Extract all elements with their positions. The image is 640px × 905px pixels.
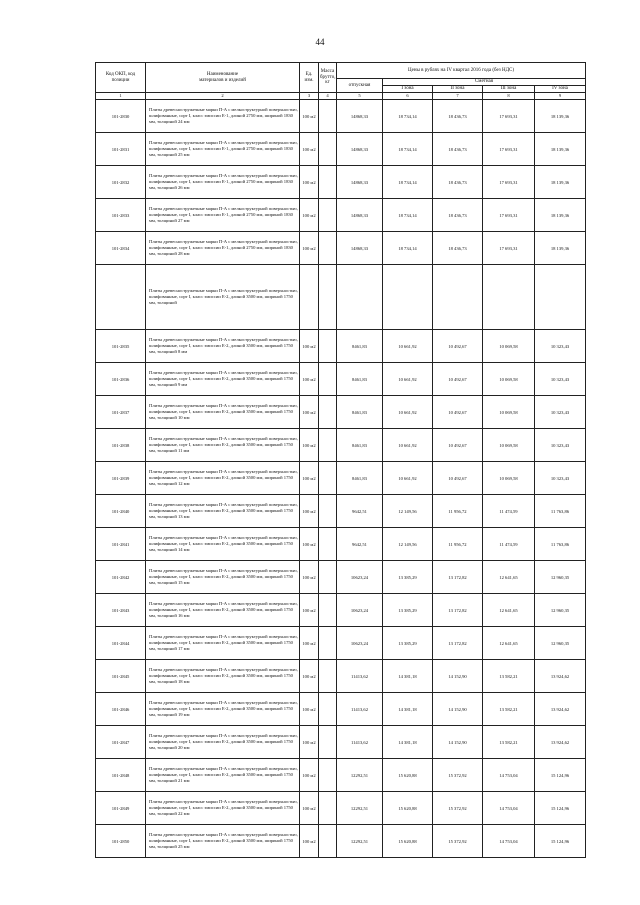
cell-zone-1-price: 10 661,92	[383, 462, 433, 495]
cell-zone-3-price: 17 693,31	[483, 100, 535, 133]
cell-unit: 100 м2	[300, 363, 319, 396]
cell-unit: 100 м2	[300, 792, 319, 825]
cell-code: 101-2850	[96, 825, 146, 858]
cell-base-price: 14868,33	[337, 100, 383, 133]
cell-zone-4-price: 10 323,43	[535, 396, 586, 429]
cell-name: Плиты древесностружечные марки П-А с мелкоструктурной поверхностью, шлифованные, сорт I, класс эмиссии Е-1, длиной 2750 мм, шириной 1830 мм, толщиной 24 мм	[146, 100, 300, 133]
cell-base-price: 8461,83	[337, 396, 383, 429]
cell-zone-3-price: 12 641,65	[483, 627, 535, 660]
cell-code: 101-2836	[96, 363, 146, 396]
cell-code: 101-2832	[96, 166, 146, 199]
cell-zone-3-price: 17 693,31	[483, 232, 535, 265]
cell-unit: 100 м2	[300, 594, 319, 627]
cell-base-price: 10623,24	[337, 594, 383, 627]
table-body	[96, 100, 586, 858]
cell-unit: 100 м2	[300, 825, 319, 858]
cell-zone-2-price: 10 492,67	[433, 429, 483, 462]
header-zone-1: I зона	[383, 86, 433, 93]
cell-zone-1-price: 12 149,56	[383, 528, 433, 561]
cell-zone-1-price: 10 661,92	[383, 429, 433, 462]
column-number: 6	[383, 93, 433, 100]
cell-zone-1-price: 10 661,92	[383, 363, 433, 396]
cell-name: Плиты древесностружечные марки П-А с мелкоструктурной поверхностью, шлифованные, сорт I, класс эмиссии Е-2, длиной 3500 мм, шириной 1750 мм, толщиной 21 мм	[146, 759, 300, 792]
cell-zone-1-price: 18 734,14	[383, 199, 433, 232]
cell-zone-2-price: 11 956,72	[433, 528, 483, 561]
cell-name: Плиты древесностружечные марки П-А с мелкоструктурной поверхностью, шлифованные, сорт I, класс эмиссии Е-2, длиной 3500 мм, шириной 1750 мм, толщиной 13 мм	[146, 495, 300, 528]
cell-zone-2-price: 14 152,90	[433, 693, 483, 726]
cell-name: Плиты древесностружечные марки П-А с мелкоструктурной поверхностью, шлифованные, сорт I, класс эмиссии Е-1, длиной 2750 мм, шириной 1830 мм, толщиной 25 мм	[146, 133, 300, 166]
cell-name: Плиты древесностружечные марки П-А с мелкоструктурной поверхностью, шлифованные, сорт I, класс эмиссии Е-2, длиной 3500 мм, шириной 1750 мм, толщиной 20 мм	[146, 726, 300, 759]
cell-name: Плиты древесностружечные марки П-А с мелкоструктурной поверхностью, шлифованные, сорт I, класс эмиссии Е-2, длиной 3500 мм, шириной 1750 мм, толщиной 25 мм	[146, 825, 300, 858]
header-mass: Масса брутто, кг	[319, 63, 337, 93]
cell-zone-2-price: 14 152,90	[433, 726, 483, 759]
cell-mass	[319, 759, 337, 792]
cell-zone-2-price: 15 372,92	[433, 825, 483, 858]
cell-code: 101-2837	[96, 396, 146, 429]
cell-unit: 100 м2	[300, 495, 319, 528]
cell-zone-1-price: 18 734,14	[383, 133, 433, 166]
cell-base-price: 14868,33	[337, 232, 383, 265]
column-number: 3	[300, 93, 319, 100]
cell-unit: 100 м2	[300, 133, 319, 166]
cell-zone-1-price: 15 620,88	[383, 825, 433, 858]
cell-zone-4-price: 15 124,96	[535, 792, 586, 825]
table-row	[96, 133, 586, 166]
cell-code: 101-2839	[96, 462, 146, 495]
table-row	[96, 462, 586, 495]
cell-name: Плиты древесностружечные марки П-А с мелкоструктурной поверхностью, шлифованные, сорт I, класс эмиссии Е-2, длиной 3500 мм, шириной 1750 мм, толщиной 10 мм	[146, 396, 300, 429]
cell-zone-4-price: 10 323,43	[535, 363, 586, 396]
header-code: Код ОКП, код позиции	[96, 63, 146, 93]
cell-zone-4-price: 12 960,35	[535, 627, 586, 660]
cell-unit: 100 м2	[300, 693, 319, 726]
cell-base-price: 8461,83	[337, 330, 383, 363]
cell-zone-3-price: 11 474,59	[483, 495, 535, 528]
cell-zone-2-price: 10 492,67	[433, 363, 483, 396]
table-row	[96, 759, 586, 792]
cell-name: Плиты древесностружечные марки П-А с мелкоструктурной поверхностью, шлифованные, сорт I, класс эмиссии Е-1, длиной 2750 мм, шириной 1830 мм, толщиной 28 мм	[146, 232, 300, 265]
cell-zone-4-price: 18 139,36	[535, 199, 586, 232]
cell-zone-3-price: 10 069,58	[483, 363, 535, 396]
cell-name: Плиты древесностружечные марки П-А с мелкоструктурной поверхностью, шлифованные, сорт I, класс эмиссии Е-2, длиной 3500 мм, шириной 1750 мм, толщиной 9 мм	[146, 363, 300, 396]
cell-base-price: 10623,24	[337, 561, 383, 594]
cell-base-price: 8461,83	[337, 462, 383, 495]
cell-zone-2-price: 10 492,67	[433, 396, 483, 429]
cell-code: 101-2834	[96, 232, 146, 265]
table-row	[96, 660, 586, 693]
cell-zone-1-price: 12 149,56	[383, 495, 433, 528]
cell-zone-2-price: 11 956,72	[433, 495, 483, 528]
cell-zone-4-price: 15 124,96	[535, 825, 586, 858]
cell-mass	[319, 363, 337, 396]
cell-base-price: 12292,51	[337, 759, 383, 792]
cell-zone-3-price: 13 582,21	[483, 726, 535, 759]
table-row	[96, 495, 586, 528]
cell-zone-4-price: 18 139,36	[535, 100, 586, 133]
cell-unit: 100 м2	[300, 660, 319, 693]
cell-zone-4-price: 10 323,43	[535, 330, 586, 363]
cell-zone-4-price: 18 139,36	[535, 133, 586, 166]
cell-mass	[319, 561, 337, 594]
cell-name: Плиты древесностружечные марки П-А с мелкоструктурной поверхностью, шлифованные, сорт I, класс эмиссии Е-1, длиной 2750 мм, шириной 1830 мм, толщиной 26 мм	[146, 166, 300, 199]
cell-code: 101-2830	[96, 100, 146, 133]
cell-unit: 100 м2	[300, 462, 319, 495]
table-row	[96, 627, 586, 660]
cell-zone-3-price: 12 641,65	[483, 594, 535, 627]
column-number: 5	[337, 93, 383, 100]
cell-code: 101-2840	[96, 495, 146, 528]
cell-base-price: 14868,33	[337, 133, 383, 166]
table-row	[96, 363, 586, 396]
cell-code: 101-2842	[96, 561, 146, 594]
cell-name: Плиты древесностружечные марки П-А с мелкоструктурной поверхностью, шлифованные, сорт I, класс эмиссии Е-1, длиной 2750 мм, шириной 1830 мм, толщиной 27 мм	[146, 199, 300, 232]
cell-code	[96, 265, 146, 330]
cell-zone-3-price: 12 641,65	[483, 561, 535, 594]
cell-zone-3-price: 10 069,58	[483, 462, 535, 495]
cell-unit: 100 м2	[300, 528, 319, 561]
cell-mass	[319, 462, 337, 495]
cell-code: 101-2833	[96, 199, 146, 232]
cell-zone-4-price: 13 924,62	[535, 693, 586, 726]
cell-name: Плиты древесностружечные марки П-А с мелкоструктурной поверхностью, шлифованные, сорт I, класс эмиссии Е-2, длиной 3500 мм, шириной 1750 мм, толщиной 8 мм	[146, 330, 300, 363]
cell-zone-4-price: 13 924,62	[535, 726, 586, 759]
header-estimate: Сметная	[383, 79, 586, 86]
cell-zone-3-price: 10 069,58	[483, 330, 535, 363]
cell-mass	[319, 792, 337, 825]
cell-code: 101-2841	[96, 528, 146, 561]
cell-name: Плиты древесностружечные марки П-А с мелкоструктурной поверхностью, шлифованные, сорт I, класс эмиссии Е-2, длиной 3500 мм, шириной 1750 мм, толщиной 19 мм	[146, 693, 300, 726]
column-number: 7	[433, 93, 483, 100]
cell-code: 101-2846	[96, 693, 146, 726]
cell-zone-2-price: 18 436,73	[433, 133, 483, 166]
cell-base-price: 9642,51	[337, 495, 383, 528]
cell-zone-4-price: 11 763,86	[535, 528, 586, 561]
cell-mass	[319, 396, 337, 429]
cell-base-price: 14868,33	[337, 166, 383, 199]
cell-zone-1-price: 14 381,18	[383, 726, 433, 759]
cell-base-price: 12292,51	[337, 792, 383, 825]
cell-name: Плиты древесностружечные марки П-А с мелкоструктурной поверхностью, шлифованные, сорт I, класс эмиссии Е-2, длиной 3500 мм, шириной 1750 мм, толщиной 14 мм	[146, 528, 300, 561]
cell-zone-3-price: 14 753,04	[483, 792, 535, 825]
cell-unit: 100 м2	[300, 726, 319, 759]
table-row	[96, 825, 586, 858]
cell-name: Плиты древесностружечные марки П-А с мелкоструктурной поверхностью, шлифованные, сорт I, класс эмиссии Е-2, длиной 3500 мм, шириной 1750 мм, толщиной 22 мм	[146, 792, 300, 825]
cell-zone-1-price: 18 734,14	[383, 166, 433, 199]
cell-code: 101-2845	[96, 660, 146, 693]
cell-name: Плиты древесностружечные марки П-А с мелкоструктурной поверхностью, шлифованные, сорт I, класс эмиссии Е-2, длиной 3500 мм, шириной 1750 мм, толщиной 16 мм	[146, 594, 300, 627]
cell-zone-3-price: 14 753,04	[483, 759, 535, 792]
cell-mass	[319, 232, 337, 265]
cell-zone-1-price: 18 734,14	[383, 100, 433, 133]
cell-zone-2-price	[433, 265, 483, 330]
column-number: 4	[319, 93, 337, 100]
cell-name: Плиты древесностружечные марки П-А с мелкоструктурной поверхностью, шлифованные, сорт I, класс эмиссии Е-2, длиной 3500 мм, шириной 1750 мм, толщиной 18 мм	[146, 660, 300, 693]
cell-name: Плиты древесностружечные марки П-А с мелкоструктурной поверхностью, шлифованные, сорт I, класс эмиссии Е-2, длиной 3500 мм, шириной 1750 мм, толщиной 15 мм	[146, 561, 300, 594]
cell-mass	[319, 330, 337, 363]
cell-mass	[319, 166, 337, 199]
cell-zone-1-price: 14 381,18	[383, 693, 433, 726]
cell-mass	[319, 825, 337, 858]
cell-zone-3-price: 13 582,21	[483, 693, 535, 726]
cell-zone-3-price: 17 693,31	[483, 133, 535, 166]
table-row	[96, 726, 586, 759]
cell-base-price: 8461,83	[337, 429, 383, 462]
column-number: 8	[483, 93, 535, 100]
cell-code: 101-2844	[96, 627, 146, 660]
cell-unit: 100 м2	[300, 396, 319, 429]
cell-zone-4-price: 12 960,35	[535, 561, 586, 594]
cell-zone-1-price: 13 385,29	[383, 561, 433, 594]
table-row	[96, 429, 586, 462]
cell-mass	[319, 693, 337, 726]
cell-unit: 100 м2	[300, 199, 319, 232]
cell-zone-3-price: 10 069,58	[483, 396, 535, 429]
cell-zone-2-price: 15 372,92	[433, 759, 483, 792]
cell-zone-4-price: 10 323,43	[535, 462, 586, 495]
cell-unit: 100 м2	[300, 759, 319, 792]
header-zone-2: II зона	[433, 86, 483, 93]
cell-mass	[319, 429, 337, 462]
table-row	[96, 166, 586, 199]
cell-code: 101-2831	[96, 133, 146, 166]
column-number: 2	[146, 93, 300, 100]
cell-zone-2-price: 10 492,67	[433, 462, 483, 495]
cell-unit: 100 м2	[300, 166, 319, 199]
cell-zone-2-price: 13 172,82	[433, 594, 483, 627]
cell-zone-4-price: 18 139,36	[535, 166, 586, 199]
cell-zone-1-price: 15 620,88	[383, 792, 433, 825]
cell-zone-2-price: 18 436,73	[433, 232, 483, 265]
header-zone-4: IV зона	[535, 86, 586, 93]
cell-base-price: 10623,24	[337, 627, 383, 660]
column-number: 1	[96, 93, 146, 100]
page-number: 44	[315, 37, 325, 47]
cell-zone-4-price	[535, 265, 586, 330]
cell-zone-4-price: 11 763,86	[535, 495, 586, 528]
cell-zone-2-price: 10 492,67	[433, 330, 483, 363]
cell-unit: 100 м2	[300, 100, 319, 133]
price-table	[95, 62, 586, 858]
cell-code: 101-2838	[96, 429, 146, 462]
header-zone-3: III зона	[483, 86, 535, 93]
cell-code: 101-2849	[96, 792, 146, 825]
column-number: 9	[535, 93, 586, 100]
cell-unit	[300, 265, 319, 330]
header-name: Наименование материалов и изделий	[146, 63, 300, 93]
table-row	[96, 693, 586, 726]
cell-code: 101-2848	[96, 759, 146, 792]
cell-zone-1-price: 18 734,14	[383, 232, 433, 265]
cell-zone-3-price: 13 582,21	[483, 660, 535, 693]
cell-mass	[319, 199, 337, 232]
cell-unit: 100 м2	[300, 330, 319, 363]
cell-zone-2-price: 18 436,73	[433, 100, 483, 133]
cell-base-price: 9642,51	[337, 528, 383, 561]
cell-mass	[319, 726, 337, 759]
cell-base-price: 11413,62	[337, 693, 383, 726]
cell-base-price: 12292,51	[337, 825, 383, 858]
cell-base-price: 14868,33	[337, 199, 383, 232]
cell-unit: 100 м2	[300, 232, 319, 265]
cell-mass	[319, 627, 337, 660]
cell-zone-3-price: 17 693,31	[483, 166, 535, 199]
cell-mass	[319, 594, 337, 627]
table-row	[96, 594, 586, 627]
cell-zone-1-price	[383, 265, 433, 330]
cell-zone-1-price: 14 381,18	[383, 660, 433, 693]
cell-zone-4-price: 15 124,96	[535, 759, 586, 792]
cell-unit: 100 м2	[300, 561, 319, 594]
table-row	[96, 528, 586, 561]
cell-unit: 100 м2	[300, 627, 319, 660]
cell-name: Плиты древесностружечные марки П-А с мелкоструктурной поверхностью, шлифованные, сорт I, класс эмиссии Е-2, длиной 3500 мм, шириной 1750 мм, толщиной 11 мм	[146, 429, 300, 462]
cell-base-price	[337, 265, 383, 330]
table-row	[96, 396, 586, 429]
cell-mass	[319, 528, 337, 561]
table-row	[96, 792, 586, 825]
cell-zone-2-price: 15 372,92	[433, 792, 483, 825]
cell-mass	[319, 265, 337, 330]
table-row	[96, 265, 586, 330]
table-row	[96, 232, 586, 265]
table-row	[96, 100, 586, 133]
cell-zone-1-price: 13 385,29	[383, 594, 433, 627]
cell-zone-3-price: 11 474,59	[483, 528, 535, 561]
cell-zone-1-price: 10 661,92	[383, 330, 433, 363]
cell-name: Плиты древесностружечные марки П-А с мелкоструктурной поверхностью, шлифованные, сорт I, класс эмиссии Е-2, длиной 3500 мм, шириной 1750 мм, толщиной 17 мм	[146, 627, 300, 660]
cell-mass	[319, 133, 337, 166]
cell-unit: 100 м2	[300, 429, 319, 462]
cell-mass	[319, 100, 337, 133]
cell-zone-1-price: 10 661,92	[383, 396, 433, 429]
table-header	[96, 63, 586, 100]
table-row	[96, 561, 586, 594]
cell-zone-4-price: 12 960,35	[535, 594, 586, 627]
cell-zone-3-price: 17 693,31	[483, 199, 535, 232]
cell-code: 101-2847	[96, 726, 146, 759]
cell-zone-1-price: 13 385,29	[383, 627, 433, 660]
cell-zone-2-price: 14 152,90	[433, 660, 483, 693]
cell-name: Плиты древесностружечные марки П-А с мелкоструктурной поверхностью, шлифованные, сорт I, класс эмиссии Е-2, длиной 3500 мм, шириной 1750 мм, толщиной 12 мм	[146, 462, 300, 495]
cell-base-price: 11413,62	[337, 660, 383, 693]
cell-name: Плиты древесностружечные марки П-А с мелкоструктурной поверхностью, шлифованные, сорт I, класс эмиссии Е-2, длиной 3500 мм, шириной 1750 мм, толщиной	[146, 265, 300, 330]
header-unit: Ед. изм.	[300, 63, 319, 93]
cell-mass	[319, 495, 337, 528]
cell-zone-3-price	[483, 265, 535, 330]
cell-base-price: 11413,62	[337, 726, 383, 759]
cell-code: 101-2835	[96, 330, 146, 363]
cell-code: 101-2843	[96, 594, 146, 627]
cell-zone-1-price: 15 620,88	[383, 759, 433, 792]
cell-zone-2-price: 13 172,82	[433, 561, 483, 594]
header-price-title: Цены в рублях на IV квартал 2016 года (без НДС)	[337, 63, 586, 79]
cell-base-price: 8461,83	[337, 363, 383, 396]
column-number-row	[96, 93, 586, 100]
cell-zone-2-price: 13 172,82	[433, 627, 483, 660]
header-base-price: отпускная	[337, 79, 383, 93]
cell-zone-2-price: 18 436,73	[433, 199, 483, 232]
table-row	[96, 330, 586, 363]
cell-mass	[319, 660, 337, 693]
table-row	[96, 199, 586, 232]
cell-zone-4-price: 13 924,62	[535, 660, 586, 693]
cell-zone-4-price: 18 139,36	[535, 232, 586, 265]
cell-zone-4-price: 10 323,43	[535, 429, 586, 462]
cell-zone-3-price: 10 069,58	[483, 429, 535, 462]
cell-zone-2-price: 18 436,73	[433, 166, 483, 199]
cell-zone-3-price: 14 753,04	[483, 825, 535, 858]
